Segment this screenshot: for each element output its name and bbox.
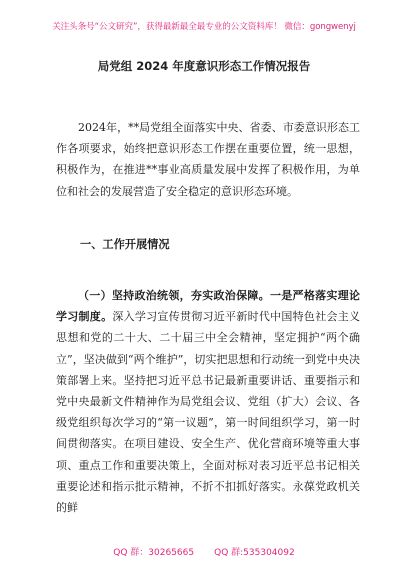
- section-paragraph: [56, 285, 360, 518]
- footer: [0, 545, 408, 558]
- paragraph-body: 深入学习宣传贯彻习近平新时代中国特色社会主义思想和党的二十大、二十届三中全会精神，坚定拥护“两个确立”，坚决做到“两个维护”，切实把思想和行动统一到党中央决策部署上来。坚持把习近平总书记最新重要讲话、重要指示和党中央最新文件精神作为局党组会议、党组（扩大）会议、各级党组织每次学习的“第一议题”，第一时间组织学习，第一时间贯彻落实。在项目建设、安全生产、优化营商环境等重大事项、重点工作和重要决策上，全面对标对表习近平总书记相关重要论述和指示批示精神，不折不扣抓好落实。永葆党政机关的鲜: [56, 310, 361, 515]
- section-heading: 一、工作开展情况: [80, 238, 170, 251]
- intro-paragraph: 2024年，**局党组全面落实中央、省委、市委意识形态工作各项要求，始终把意识形态工作摆在重要位置，统一思想，积极作为，在推进**事业高质量发展中发挥了积极作用，为单位和社会的发展营造了安全稳定的意识形态环境。: [56, 121, 360, 198]
- paragraph-lead: （一）坚持政治统领，夯实政治保障。一是严格落实理论学习制度。: [56, 289, 360, 324]
- footer-qq-group-1: QQ 群：30265665: [113, 548, 195, 558]
- document-title: 局党组 2024 年度意识形态工作情况报告: [97, 59, 311, 73]
- header-banner: 关注头条号“公文研究”，获得最新最全最专业的公文资料库！ 微信：gongwenyj: [52, 22, 356, 32]
- footer-qq-group-2: QQ 群:535304092: [214, 548, 295, 558]
